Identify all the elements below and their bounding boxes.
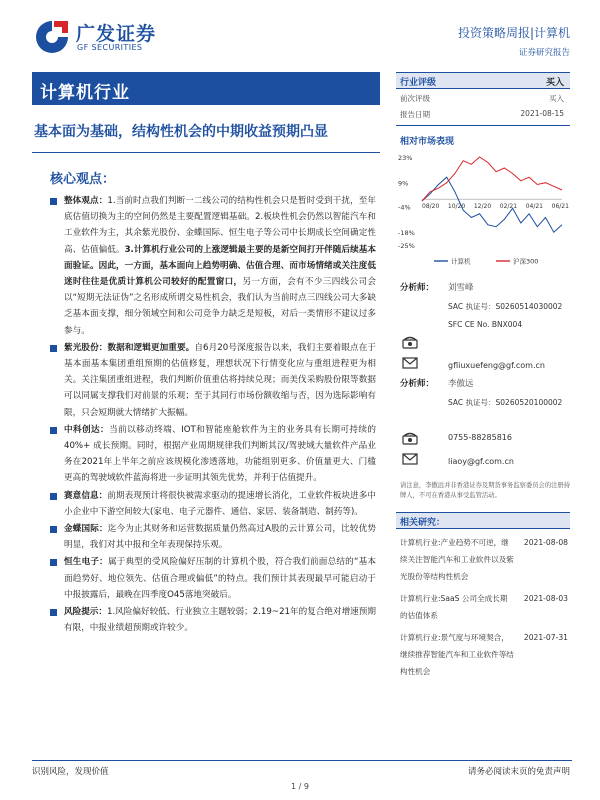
related-item-date: 2021-07-31 xyxy=(523,633,568,642)
bullet-overall xyxy=(50,193,376,339)
series-line-2 xyxy=(422,157,562,201)
bullet-square-icon xyxy=(50,526,57,533)
x-tick-label: 10/20 xyxy=(447,203,466,211)
logo-text-cn: 广发证券 xyxy=(76,23,157,45)
report-date-label: 报告日期 xyxy=(400,110,430,119)
legend-label: 沪深300 xyxy=(513,257,539,266)
analyst-sac: SAC 执证号：S0260514030002 xyxy=(448,302,563,311)
bullet-bold-text: 数据和逻辑更加重要。 xyxy=(107,342,195,353)
email-icon xyxy=(402,357,418,369)
legend-label: 计算机 xyxy=(451,257,471,266)
analyst-phone: 0755-88285816 xyxy=(448,433,512,442)
prev-rating-value: 买入 xyxy=(549,94,564,103)
rating-header xyxy=(396,72,570,89)
analyst-card-2 xyxy=(396,375,570,471)
bullet-text: 1.当前时点我们判断一二线公司的结构性机会只是暂时受到干扰，至年底估值切换为主的空间仍然是主要配置逻辑基础。2.板块性机会仍然以智能汽车和工业软件为主，其余紫光股份、金蝶国际、恒生电子等公司中长期成长空间确定性高、估值偏低。 xyxy=(64,196,376,255)
y-tick-label: -4% xyxy=(398,203,411,212)
performance-chart-svg xyxy=(396,151,570,271)
report-date-row xyxy=(396,105,570,121)
analyst-email[interactable]: gfliuxuefeng@gf.com.cn xyxy=(448,361,545,370)
performance-title: 相对市场表现 xyxy=(400,137,455,147)
x-tick-label: 04/21 xyxy=(525,203,544,211)
analyst-sac: SAC 执证号：S0260520100002 xyxy=(448,398,563,407)
bullet-kingdee xyxy=(50,521,376,553)
core-view-list xyxy=(50,193,376,637)
bullet-square-icon xyxy=(50,609,57,616)
performance-chart xyxy=(396,151,570,271)
related-research-title: 相关研究： xyxy=(400,518,446,528)
page-header xyxy=(0,0,600,68)
bullet-text: 自6月20号深度报告以来，我们主要着眼点在于基本面基本集团重组预期的估值修复，理想状况下行情变化应与重组进程更为相关。关注集团重组进程，我们判断价值重估将持续兑现；而美伐采购股份限等数据可以同属支撑我们对前景的乐观；至于其同行市场份额收缩与否，因为选际影响有限，只会短期就大情绪扩大振幅。 xyxy=(64,342,376,418)
bullet-lead: 金蝶国际： xyxy=(64,524,108,535)
rating-value: 买入 xyxy=(545,78,564,88)
bullet-square-icon xyxy=(50,493,57,500)
bullet-lead: 恒生电子： xyxy=(64,557,108,568)
analyst-email[interactable]: liaoy@gf.com.cn xyxy=(448,457,514,466)
analyst-name: 李傲远 xyxy=(448,379,474,389)
bullet-square-icon xyxy=(50,427,57,434)
bullet-lead: 紫光股份： xyxy=(64,342,108,353)
bullet-text: 当前以移动终端、IOT和智能座舱软件为主的业务具有长期可持续的40%+ 成长预期。同时，根据产业周期规律我们判断其汉/驾驶域大量软件产品业务在2021年上半年之前应该规模化渗透落地，功能组别更多、价值量更大、门槛更高的驾驶域软件蓝海将进一步证明其领先优势，并利于估值提升。 xyxy=(64,424,376,484)
x-tick-label: 02/21 xyxy=(499,203,518,211)
bullet-lead: 整体观点： xyxy=(64,196,108,206)
footer-disclaimer[interactable]: 请务必阅读末页的免责声明 xyxy=(467,767,570,777)
related-item[interactable] xyxy=(396,629,570,680)
bullet-square-icon xyxy=(50,345,57,352)
bullet-lead: 中科创达： xyxy=(64,424,110,435)
sidebar xyxy=(396,72,570,680)
bullet-square-icon xyxy=(50,559,57,566)
report-date-value: 2021-08-15 xyxy=(520,109,564,118)
x-tick-label: 06/21 xyxy=(551,203,569,211)
bullet-text: 迄今为止其财务和运营数据质量仍然高过A股的云计算公司，比较优势明显，我们对其中报和全年表现保持乐观。 xyxy=(64,524,376,551)
core-view-heading: 核心观点： xyxy=(50,172,116,187)
related-item[interactable] xyxy=(396,534,570,585)
bullet-unisplendour xyxy=(50,340,376,421)
related-item-date: 2021-08-08 xyxy=(523,538,568,547)
y-tick-label: 9% xyxy=(398,179,409,188)
bullet-lead: 赛意信息： xyxy=(64,490,108,501)
prev-rating-row xyxy=(396,89,570,105)
phone-icon xyxy=(402,431,418,445)
footer-divider xyxy=(32,760,572,761)
related-item-title: 计算机行业:SaaS 公司全成长期的估值体系 xyxy=(400,594,508,620)
report-subtitle: 基本面为基础，结构性机会的中期收益预期凸显 xyxy=(34,124,328,140)
bullet-square-icon xyxy=(50,198,57,205)
analyst-card-1 xyxy=(396,279,570,375)
related-item[interactable] xyxy=(396,590,570,624)
bullet-hundsun xyxy=(50,554,376,603)
x-tick-label: 08/20 xyxy=(422,203,440,211)
bullet-seeyon xyxy=(50,488,376,520)
email-icon xyxy=(402,453,418,465)
industry-title-band xyxy=(32,72,380,105)
analyst-sfc: SFC CE No. BNX004 xyxy=(448,320,523,329)
rating-divider xyxy=(396,125,570,126)
logo-text-en: GF SECURITIES xyxy=(77,43,143,52)
bullet-bold-text: 3.计算机行业公司的上涨逻辑最主要的是新空间打开伴随后续基本面验证。因此，一方面，基本面向上趋势明确、估值合理、而市场情绪或关注度低迷时往往是优质计算机公司较好的配置窗口， xyxy=(64,244,376,288)
bullet-text: 1.风险偏好较低、行业独立主题较弱；2.19~21年的复合绝对增速预期有限，中报业绩超预期或许较少。 xyxy=(64,607,376,634)
prev-rating-label: 前次评级 xyxy=(400,94,430,103)
related-item-date: 2021-08-03 xyxy=(523,594,568,603)
bullet-lead: 风险提示： xyxy=(64,607,107,618)
phone-icon xyxy=(402,335,418,349)
license-notice: 请注意，李傲远并非香港证券及期货事务监察委员会的注册持牌人，不可在香港从事受监管活动。 xyxy=(400,482,571,499)
gf-logo xyxy=(32,18,182,56)
y-tick-label: -18% xyxy=(398,229,415,238)
report-subtype: 证券研究报告 xyxy=(518,48,570,58)
rating-label: 行业评级 xyxy=(400,78,437,88)
bullet-risk xyxy=(50,604,376,636)
subtitle-divider xyxy=(32,152,380,153)
gf-logo-icon xyxy=(32,18,72,56)
bullet-tail: 另一方面，会有不少三四线公司会以“短期无法证伪”之名形成所谓交易性机会，我们认为当前时点三四线公司大多缺乏基本面支撑，细分领域空间和公司竞争力缺乏是短板，对后一类情形不建议过多参与。 xyxy=(64,277,376,336)
bullet-text: 前期表现预计将很快被需求驱动的提速增长消化，工业软件板块进多中小企业中下游空间较大(家电、电子元器件、通信、家居、装备制造、制药等)。 xyxy=(64,490,376,517)
related-research-header xyxy=(396,512,570,529)
y-tick-label: 23% xyxy=(398,154,413,162)
analyst-label: 分析师： xyxy=(400,379,435,389)
bullet-text: 属于典型的受风险偏好压制的计算机个股，符合我们前面总结的“基本面趋势好、地位领先、估值合理或偏低”的特点。我们预计其表现最早可能启动于中报披露后，最晚在四季度O45落地突破后。 xyxy=(64,557,376,600)
footer-slogan: 识别风险，发现价值 xyxy=(32,767,109,777)
page-number: 1 / 9 xyxy=(291,782,309,791)
analyst-name: 刘雪峰 xyxy=(448,283,474,293)
analyst-label: 分析师： xyxy=(400,283,435,293)
industry-title: 计算机行业 xyxy=(40,83,130,103)
y-tick-label: -25% xyxy=(398,242,415,250)
x-tick-label: 12/20 xyxy=(473,203,492,211)
bullet-thundersoft xyxy=(50,422,376,487)
report-type: 投资策略周报|计算机 xyxy=(457,26,570,40)
related-item-title: 计算机行业:产业趋势不可逆，继续关注智能汽车和工业软件以及紫光股份等结构性机会 xyxy=(400,538,514,581)
related-item-title: 计算机行业:景气度与环境契合，继续推荐智能汽车和工业软件等结构性机会 xyxy=(400,633,514,676)
